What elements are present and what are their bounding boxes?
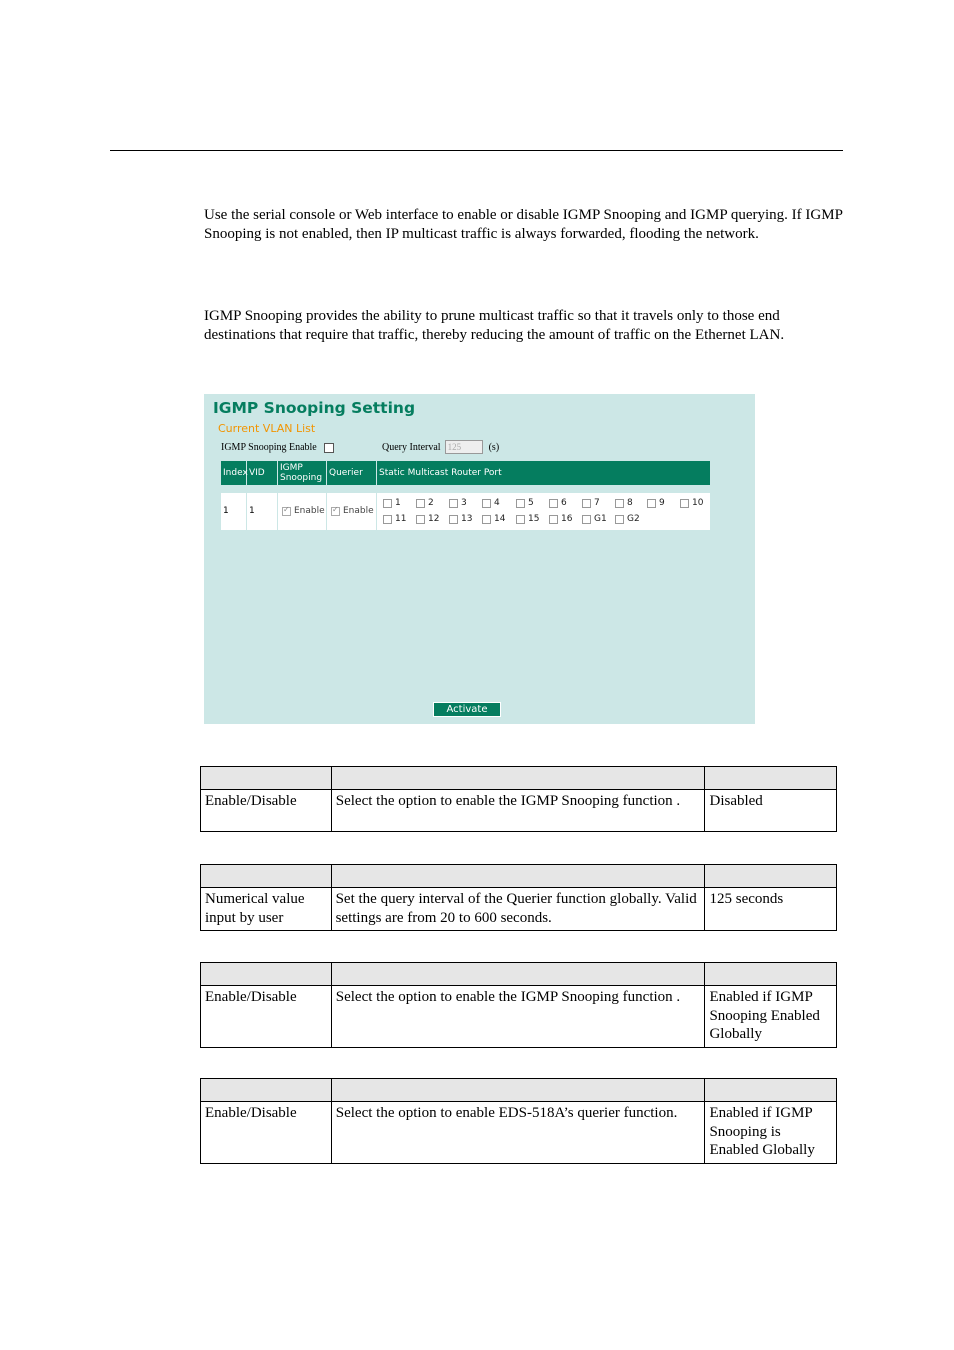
port-checkbox-16[interactable]: 16 [549,514,572,524]
table-cell: Numerical value input by user [201,888,332,931]
port-checkbox-6[interactable]: 6 [549,498,567,508]
table-row [221,493,710,530]
snooping-enable-row [221,442,334,453]
row-snooping-checkbox[interactable]: ✓ Enable [282,506,325,516]
port-checkbox-13[interactable]: 13 [449,514,472,524]
table-cell: Enable/Disable [201,790,332,832]
table-cell: Enable/Disable [201,986,332,1048]
header-rule [110,150,843,151]
snooping-enable-label: IGMP Snooping Enable [221,442,317,453]
ui-title: IGMP Snooping Setting [213,399,416,417]
port-checkbox-2[interactable]: 2 [416,498,434,508]
activate-button[interactable]: Activate [433,702,501,717]
port-checkbox-1[interactable]: 1 [383,498,401,508]
port-checkbox-4[interactable]: 4 [482,498,500,508]
port-checkbox-15[interactable]: 15 [516,514,539,524]
table-cell: Set the query interval of the Querier function globally. Valid settings are from 20 to 600 seconds. [331,888,705,931]
port-checkbox-12[interactable]: 12 [416,514,439,524]
col-vid: VID [247,461,278,485]
vlan-table-header [221,461,710,485]
query-interval-row [382,440,499,454]
spec-table-4 [200,1078,837,1164]
table-cell: Select the option to enable EDS-518A’s querier function. [331,1102,705,1164]
port-checkbox-5[interactable]: 5 [516,498,534,508]
port-checkbox-G1[interactable]: G1 [582,514,607,524]
query-interval-unit: (s) [488,441,500,453]
port-checkbox-11[interactable]: 11 [383,514,406,524]
row-querier-checkbox[interactable]: ✓ Enable [331,506,374,516]
port-checkbox-10[interactable]: 10 [680,498,703,508]
row-index: 1 [223,506,229,516]
col-static-router-port: Static Multicast Router Port [379,468,502,478]
port-checkbox-7[interactable]: 7 [582,498,600,508]
port-checkbox-8[interactable]: 8 [615,498,633,508]
table-cell: Enabled if IGMP Snooping Enabled Globally [705,986,837,1048]
col-querier: Querier [327,461,377,485]
table-cell: Enabled if IGMP Snooping is Enabled Globally [705,1102,837,1164]
query-interval-input[interactable]: 125 [445,440,483,454]
table-cell: Select the option to enable the IGMP Snooping function . [331,986,705,1048]
table-cell: 125 seconds [705,888,837,931]
table-cell: Disabled [705,790,837,832]
igmp-settings-screenshot [204,394,755,724]
query-interval-label: Query Interval [382,441,441,453]
col-index: Index [221,461,247,485]
table-cell: Enable/Disable [201,1102,332,1164]
port-checkbox-3[interactable]: 3 [449,498,467,508]
col-igmp-snooping: IGMP Snooping [278,461,327,485]
snooping-enable-checkbox[interactable] [324,443,334,453]
spec-table-1 [200,766,837,832]
description-paragraph: IGMP Snooping provides the ability to prune multicast traffic so that it travels only to those end destinations that require that traffic, thereby reducing the amount of traffic on the Ethernet LAN. [204,308,785,343]
intro-paragraph: Use the serial console or Web interface to enable or disable IGMP Snooping and IGMP querying. If IGMP Snooping is not enabled, then IP multicast traffic is always forwarded, flooding the network. [204,207,843,242]
spec-table-3 [200,962,837,1048]
port-checkbox-14[interactable]: 14 [482,514,505,524]
row-vid: 1 [249,506,255,516]
spec-table-2 [200,864,837,931]
table-cell: Select the option to enable the IGMP Snooping function . [331,790,705,832]
ui-subtitle: Current VLAN List [218,422,316,435]
port-checkbox-9[interactable]: 9 [647,498,665,508]
port-checkbox-G2[interactable]: G2 [615,514,640,524]
router-port-cell [377,493,710,530]
